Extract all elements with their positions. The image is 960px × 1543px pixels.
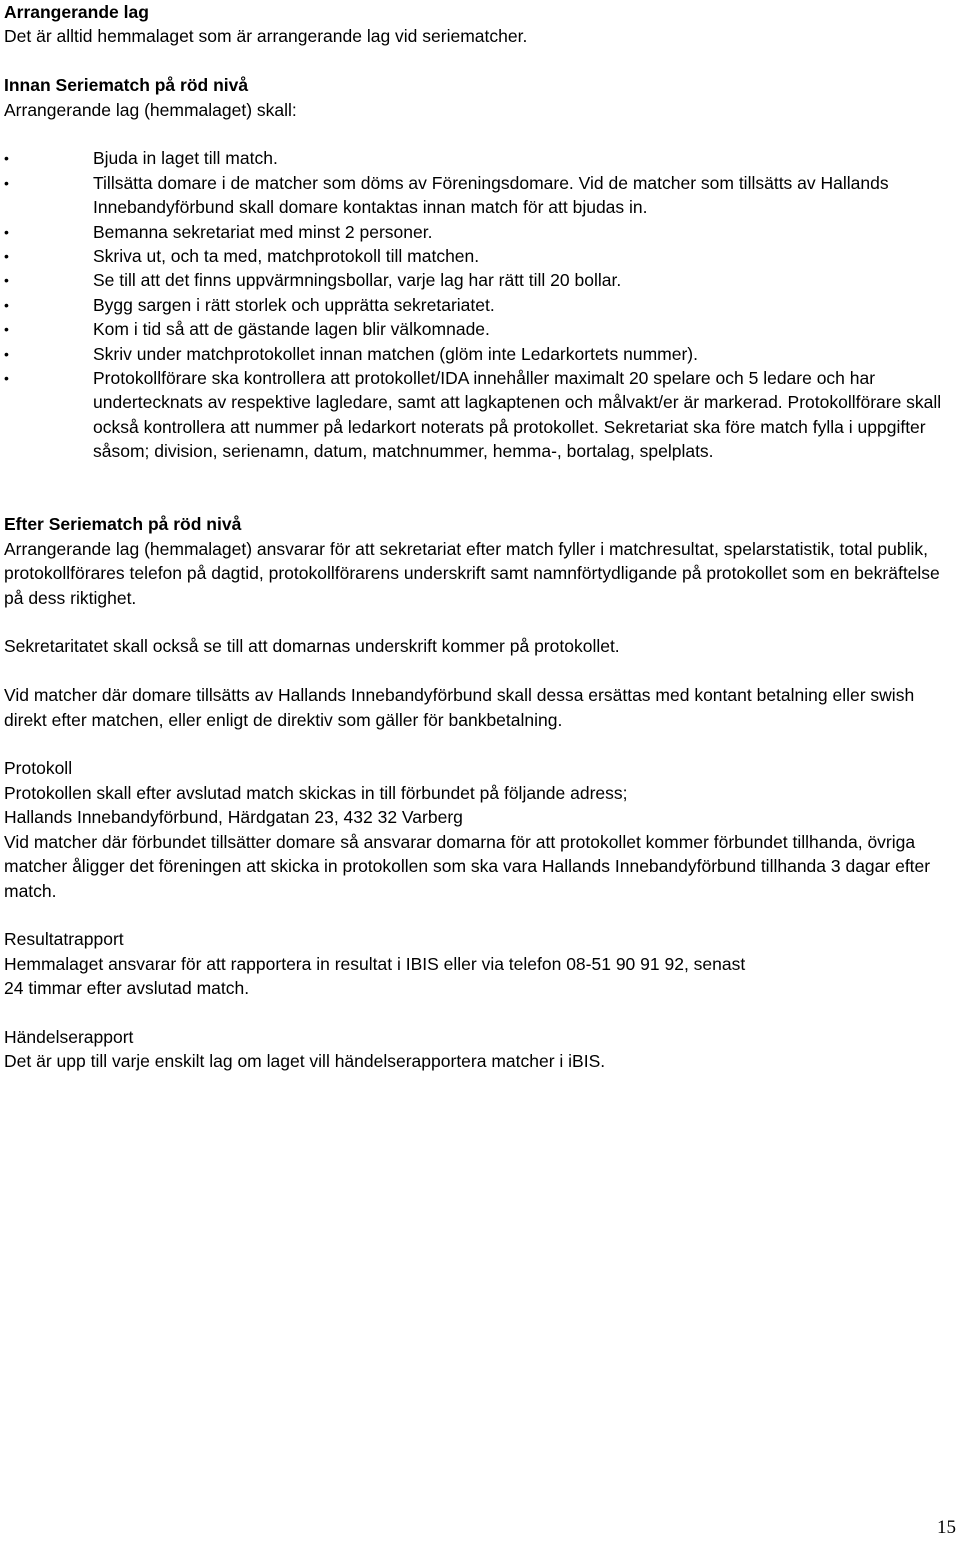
bullet-icon: • <box>4 345 9 362</box>
section-heading-efter-seriematch: Efter Seriematch på röd nivå <box>4 514 242 535</box>
list-item <box>4 317 954 341</box>
list-item-text: Skriv under matchprotokollet innan matchen (glöm inte Ledarkortets nummer). <box>93 343 698 364</box>
list-item-text: Bygg sargen i rätt storlek och upprätta sekretariatet. <box>93 294 495 315</box>
efter-paragraph-3: Vid matcher där domare tillsätts av Hallands Innebandyförbund skall dessa ersättas med kontant betalning eller swish direkt efter matchen, eller enligt de direktiv som gäller för bankbetalning. <box>4 685 915 730</box>
innan-checklist <box>4 146 954 463</box>
list-item-text: Protokollförare ska kontrollera att protokollet/IDA innehåller maximalt 20 spelare och 5 ledare och har undertecknats av respektive lagledare, samt att lagkaptenen och målvakt/er är markerad. Protokollförare skall också kontrollera att nummer på ledarkort noterats på protokollet. Sekretariat ska före match fylla i uppgifter såsom; division, serienamn, datum, matchnummer, hemma-, bortalag, spelplats. <box>93 368 942 462</box>
bullet-icon: • <box>4 321 9 338</box>
bullet-icon: • <box>4 174 9 191</box>
section-heading-innan-seriematch: Innan Seriematch på röd nivå <box>4 75 249 96</box>
list-item <box>4 146 954 170</box>
resultat-line-1: Hemmalaget ansvarar för att rapportera in resultat i IBIS eller via telefon 08-51 90 91 92, senast <box>4 953 746 974</box>
bullet-icon: • <box>4 223 9 240</box>
list-item <box>4 220 954 244</box>
list-item-text: Bemanna sekretariat med minst 2 personer. <box>93 221 433 242</box>
efter-paragraph-1: Arrangerande lag (hemmalaget) ansvarar för att sekretariat efter match fyller i matchresultat, spelarstatistik, total publik, protokollförares telefon på dagtid, protokollförarens underskrift samt namnförtydligande på protokollet som en bekräftelse på dess riktighet. <box>4 538 940 608</box>
protokoll-line-3: Vid matcher där förbundet tillsätter domare så ansvarar domarna för att protokollet kommer förbundet tillhanda, övriga matcher åligger det föreningen att skicka in protokollen som ska vara Hallands Innebandyförbund tillhanda 3 dagar efter match. <box>4 831 931 901</box>
section-heading-protokoll: Protokoll <box>4 758 73 779</box>
section-heading-resultatrapport: Resultatrapport <box>4 929 124 950</box>
section-heading-arrangerande-lag: Arrangerande lag <box>4 2 149 22</box>
efter-paragraph-2: Sekretaritatet skall också se till att domarnas underskrift kommer på protokollet. <box>4 636 620 657</box>
list-item <box>4 268 954 292</box>
list-item-text: Tillsätta domare i de matcher som döms av Föreningsdomare. Vid de matcher som tillsätts av Hallands Innebandyförbund skall domare kontaktas innan match för att bjudas in. <box>93 172 889 218</box>
list-item <box>4 342 954 366</box>
list-item-text: Kom i tid så att de gästande lagen blir välkomnade. <box>93 319 490 340</box>
bullet-icon: • <box>4 296 9 313</box>
bullet-icon: • <box>4 370 9 387</box>
list-item-text: Se till att det finns uppvärmningsbollar, varje lag har rätt till 20 bollar. <box>93 270 622 291</box>
list-item <box>4 171 954 220</box>
innan-lead-text: Arrangerande lag (hemmalaget) skall: <box>4 99 297 120</box>
bullet-icon: • <box>4 150 9 167</box>
document-page <box>4 0 954 1074</box>
bullet-icon: • <box>4 272 9 289</box>
list-item <box>4 366 954 464</box>
list-item <box>4 293 954 317</box>
intro-paragraph: Det är alltid hemmalaget som är arrangerande lag vid seriematcher. <box>4 26 528 47</box>
list-item-text: Skriva ut, och ta med, matchprotokoll till matchen. <box>93 246 480 267</box>
protokoll-address: Hallands Innebandyförbund, Härdgatan 23, 432 32 Varberg <box>4 807 463 828</box>
list-item-text: Bjuda in laget till match. <box>93 148 278 169</box>
list-item <box>4 244 954 268</box>
section-heading-handelserapport: Händelserapport <box>4 1026 134 1047</box>
protokoll-line-1: Protokollen skall efter avslutad match skickas in till förbundet på följande adress; <box>4 782 628 803</box>
bullet-icon: • <box>4 248 9 265</box>
handelse-paragraph: Det är upp till varje enskilt lag om laget vill händelserapportera matcher i iBIS. <box>4 1051 606 1072</box>
resultat-line-2: 24 timmar efter avslutad match. <box>4 978 250 999</box>
page-number: 15 <box>937 1517 956 1538</box>
